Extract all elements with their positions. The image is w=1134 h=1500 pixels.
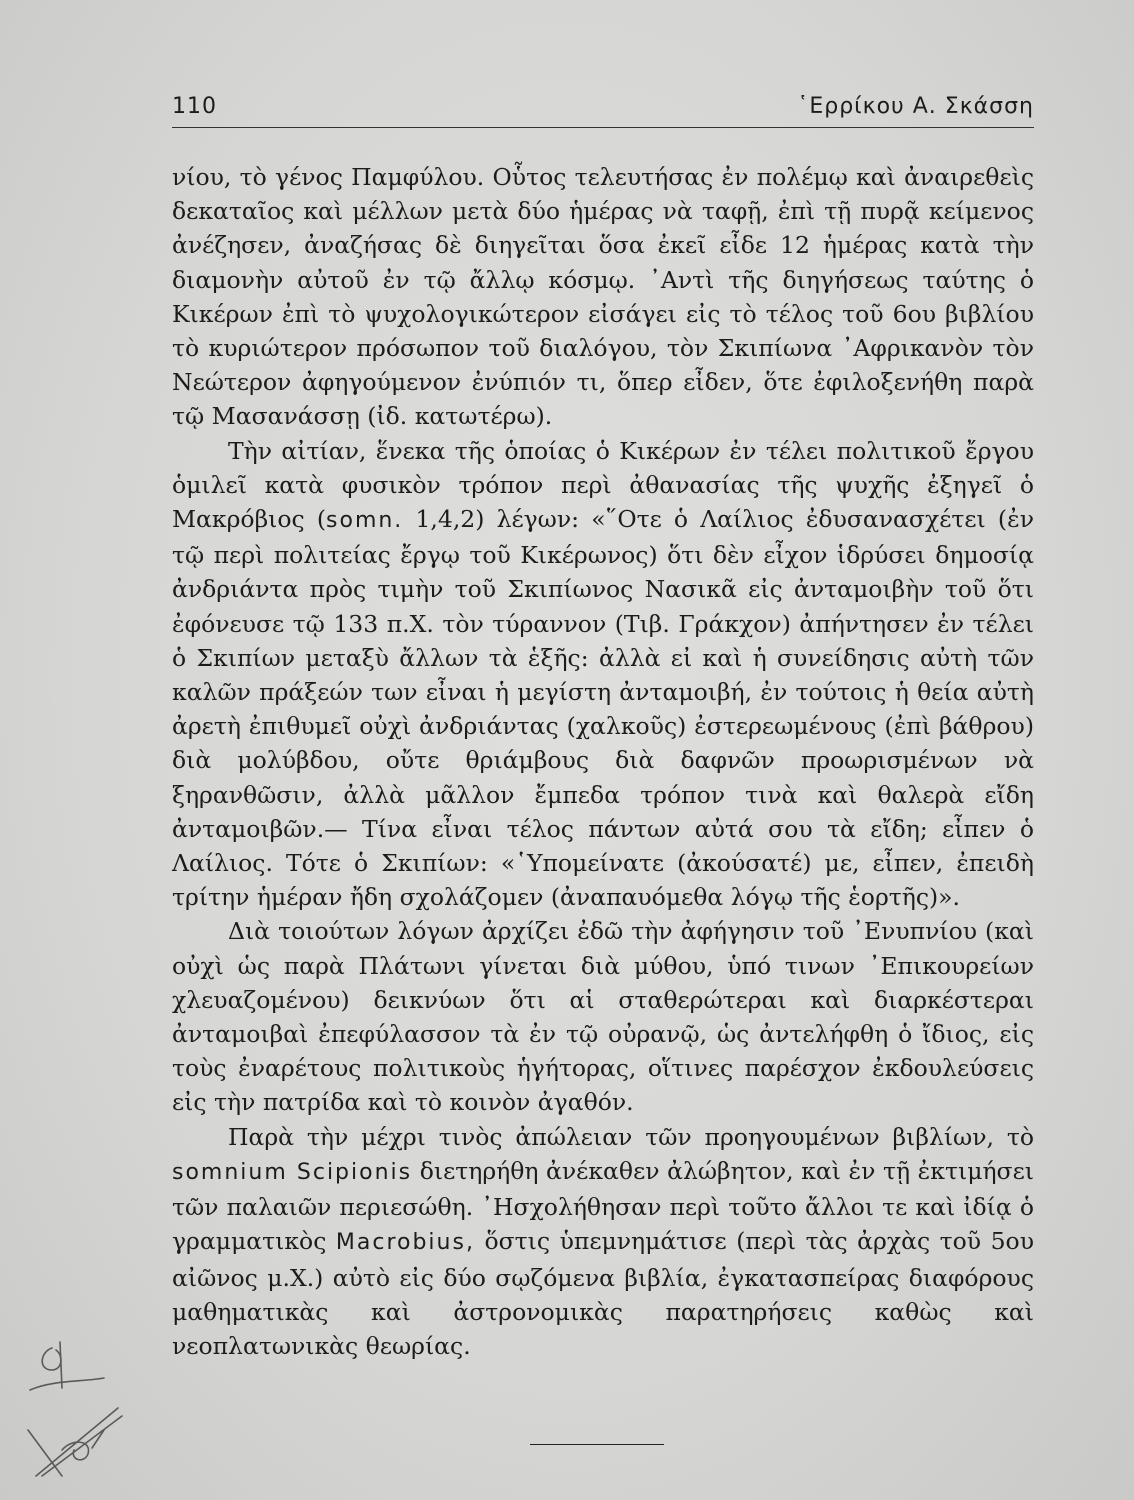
latin-term: somn. xyxy=(326,508,404,534)
paragraph-text: Διὰ τοιούτων λόγων ἀρχίζει ἐδῶ τὴν ἀφήγησιν τοῦ ᾽Ενυπνίου (καὶ οὐχὶ ὡς παρὰ Πλάτωνι γίνεται διὰ μύθου, ὑπό τινων ᾽Επικουρείων χλευαζομένου) δεικνύων ὅτι αἱ σταθερώτεραι καὶ διαρκέστεραι ἀνταμοιβαὶ ἐπεφύλασσον τὰ ἐν τῷ οὐρανῷ, ὡς ἀντελήφθη ὁ ἴδιος, εἰς τοὺς ἐναρέτους πολιτικοὺς ἡγήτορας, οἵτινες παρέσχον ἐκδουλεύσεις εἰς τὴν πατρίδα καὶ τὸ κοινὸν ἀγαθόν. xyxy=(172,917,1034,1117)
paragraph-text: Τὴν αἰτίαν, ἕνεκα τῆς ὁποίας ὁ Κικέρων ἐν τέλει πολιτικοῦ ἔργου ὁμιλεῖ κατὰ φυσικὸν τρόπον περὶ ἀθανασίας τῆς ψυχῆς ἐξηγεῖ ὁ Μακρόβιος ( xyxy=(172,436,1034,534)
body-paragraph xyxy=(172,434,1034,915)
paragraph-text: 1,4,2) λέγων: «῞Οτε ὁ Λαίλιος ἐδυσανασχέτει (ἐν τῷ περὶ πολιτείας ἔργῳ τοῦ Κικέρωνος) ὅτι δὲν εἶχον ἱδρύσει δημοσίᾳ ἀνδριάντα πρὸς τιμὴν τοῦ Σκιπίωνος Νασικᾶ εἰς ἀνταμοιβὴν τοῦ ὅτι ἐφόνευσε τῷ 133 π.Χ. τὸν τύραννον (Τιβ. Γράκχον) ἀπήντησεν ἐν τέλει ὁ Σκιπίων μεταξὺ ἄλλων τὰ ἑξῆς: ἀλλὰ εἰ καὶ ἡ συνείδησις αὐτὴ τῶν καλῶν πράξεών των εἶναι ἡ μεγίστη ἀνταμοιβή, ἐν τούτοις ἡ θεία αὐτὴ ἀρετὴ ἐπιθυμεῖ οὐχὶ ἀνδριάντας (χαλκοῦς) ἐστερεωμένους (ἐπὶ βάθρου) διὰ μολύβδου, οὔτε θριάμβους διὰ δαφνῶν προωρισμένων νὰ ξηρανθῶσιν, ἀλλὰ μᾶλλον ἔμπεδα τρόπον τινὰ καὶ θαλερὰ εἴδη ἀνταμοιβῶν.— Τίνα εἶναι τέλος πάντων αὐτά σου τὰ εἴδη; εἶπεν ὁ Λαίλιος. Τότε ὁ Σκιπίων: «῾Υπομείνατε (ἀκούσατέ) με, εἶπεν, ἐπειδὴ τρίτην ἡμέραν ἤδη σχολάζομεν (ἀναπαυόμεθα λόγῳ τῆς ἑορτῆς)». xyxy=(172,505,1034,912)
body-paragraph xyxy=(172,160,1034,434)
body-paragraph xyxy=(172,914,1034,1119)
page-number: 110 xyxy=(172,94,217,119)
page-header xyxy=(172,94,1034,128)
latin-term: Macrobius, xyxy=(335,1230,475,1256)
header-rule xyxy=(172,127,1034,128)
latin-term: somnium Scipionis xyxy=(172,1159,413,1185)
paragraph-text: Παρὰ τὴν μέχρι τινὸς ἀπώλειαν τῶν προηγουμένων βιβλίων, τὸ xyxy=(228,1122,1034,1151)
paragraph-text: νίου, τὸ γένος Παμφύλου. Οὗτος τελευτήσας ἐν πολέμῳ καὶ ἀναιρεθεὶς δεκαταῖος καὶ μέλλων μετὰ δύο ἡμέρας νὰ ταφῇ, ἐπὶ τῇ πυρᾷ κείμενος ἀνέζησεν, ἀναζήσας δὲ διηγεῖται ὅσα ἐκεῖ εἶδε 12 ἡμέρας κατὰ τὴν διαμονὴν αὐτοῦ ἐν τῷ ἄλλῳ κόσμῳ. ᾽Αντὶ τῆς διηγήσεως ταύτης ὁ Κικέρων ἐπὶ τὸ ψυχολογικώτερον εἰσάγει εἰς τὸ τέλος τοῦ 6ου βιβλίου τὸ κυριώτερον πρόσωπον τοῦ διαλόγου, τὸν Σκιπίωνα ᾽Αφρικανὸν τὸν Νεώτερον ἀφηγούμενον ἐνύπιόν τι, ὅπερ εἶδεν, ὅτε ἐφιλοξενήθη παρὰ τῷ Μασανάσσῃ (ἰδ. κατωτέρω). xyxy=(172,163,1034,431)
body-text xyxy=(172,160,1034,1363)
paragraph-text: διετηρήθη ἀνέκαθεν ἀλώβητον, καὶ ἐν τῇ ἐκτιμήσει τῶν παλαιῶν περιεσώθη. ᾽Ησχολήθησαν περὶ τοῦτο ἄλλοι τε καὶ ἰδίᾳ ὁ γραμματικὸς xyxy=(172,1156,1034,1256)
running-head: ῾Ερρίκου Α. Σκάσση xyxy=(797,94,1034,119)
body-paragraph xyxy=(172,1120,1034,1363)
paragraph-text: ὅστις ὑπεμνημάτισε (περὶ τὰς ἀρχὰς τοῦ 5ου αἰῶνος μ.Χ.) αὐτὸ εἰς δύο σῳζόμενα βιβλία, ἐγκατασπείρας διαφόρους μαθηματικὰς καὶ ἀστρονομικὰς παρατηρήσεις καθὼς καὶ νεοπλατωνικὰς θεωρίας. xyxy=(172,1227,1034,1360)
end-rule xyxy=(530,1444,664,1445)
pencil-annotation-mark xyxy=(22,1330,132,1480)
